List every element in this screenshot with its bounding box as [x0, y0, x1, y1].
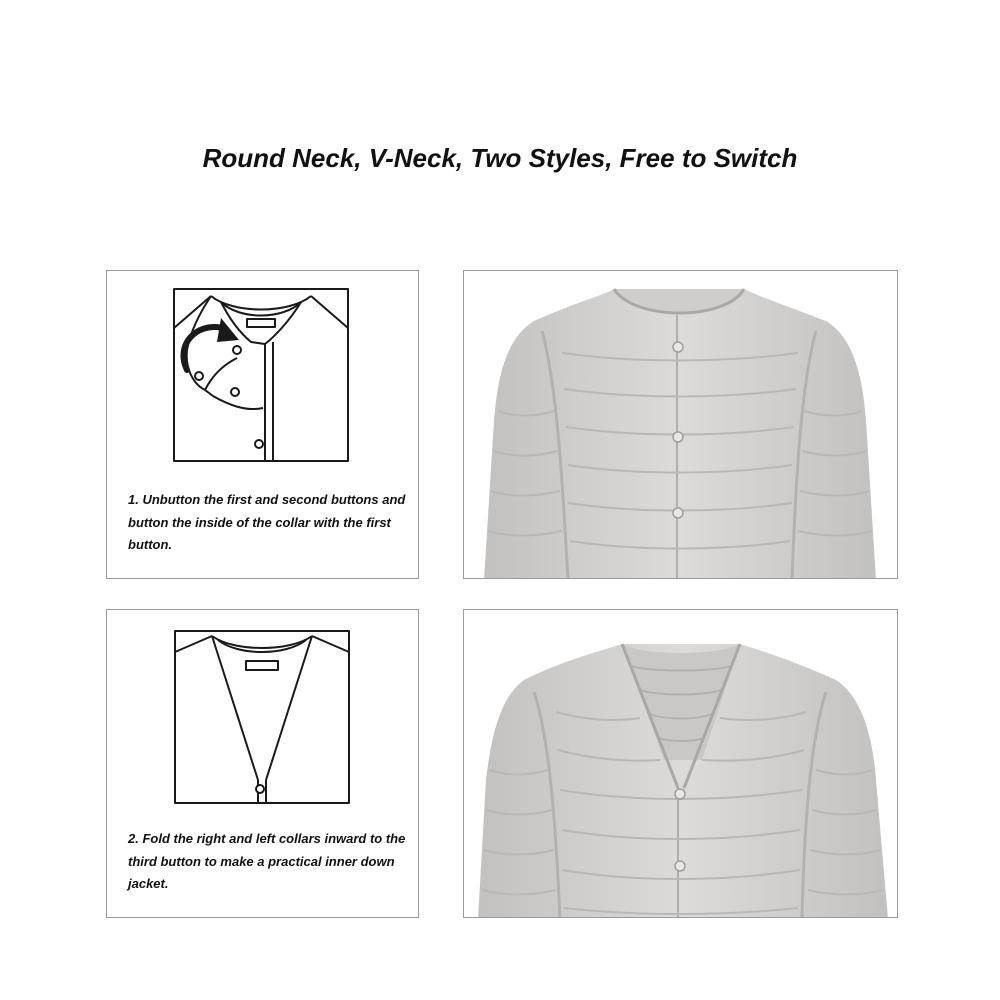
step-2-photo-panel: [463, 609, 898, 918]
step-1-instruction-panel: [106, 270, 419, 579]
step-1-photo-panel: [463, 270, 898, 579]
round-neck-diagram-icon: [173, 288, 349, 462]
v-neck-diagram-icon: [174, 630, 350, 804]
page-title: Round Neck, V-Neck, Two Styles, Free to Switch: [202, 143, 798, 173]
round-neck-jacket-photo: [464, 271, 898, 579]
step-2-instruction-panel: [106, 609, 419, 918]
step-2-caption: 2. Fold the right and left collars inward to the third button to make a practical inner down jacket.: [128, 831, 406, 891]
v-neck-jacket-photo: [464, 610, 898, 918]
step-1-caption: 1. Unbutton the first and second buttons and button the inside of the collar with the first button.: [128, 492, 406, 552]
